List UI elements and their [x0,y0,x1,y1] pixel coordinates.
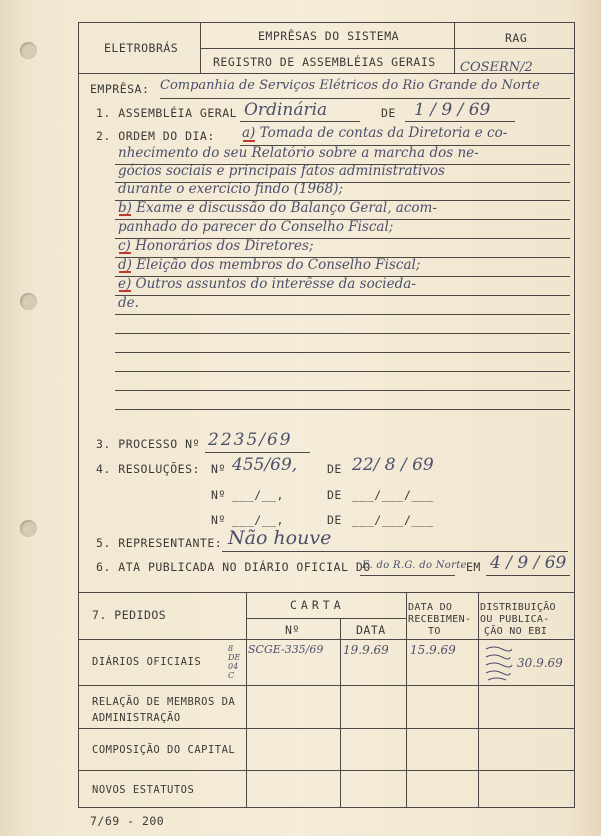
row-label: NOVOS ESTATUTOS [92,784,195,796]
representante-label: 5. REPRESENTANTE: [96,536,223,550]
ordem-line: e) Outros assuntos do interêsse da socieda- [118,276,416,292]
ordem-line: b) Exame e discussão do Balanço Geral, acom- [118,200,437,216]
carta-label: CARTA [290,598,345,612]
red-mark [119,271,131,273]
assembleia-de-label: DE [381,106,396,120]
row-label: COMPOSIÇÃO DO CAPITAL [92,744,236,756]
ordem-line: c) Honorários dos Diretores; [118,238,314,254]
ordem-line: gócios sociais e principais fatos administrativos [118,163,445,179]
carta-data-label: DATA [356,623,386,637]
row-carta-no: SCGE-335/69 [248,643,324,656]
ata-em-label: EM [466,560,481,574]
red-mark [119,290,131,292]
ordem-line: de. [118,295,139,311]
row-distribuicao: 30.9.69 [517,656,563,670]
header-title-bottom: REGISTRO DE ASSEMBLÉIAS GERAIS [213,55,436,69]
resolucao-de-label: DE [327,513,342,527]
ata-diario-value: E. do R.G. do Norte [362,560,467,571]
rag-label: RAG [505,31,528,45]
distribution-scribble [484,645,514,687]
assembleia-date: 1 / 9 / 69 [414,100,491,120]
red-mark [119,214,131,216]
representante-value: Não houve [228,527,332,549]
header-title-top: EMPRÊSAS DO SISTEMA [258,29,400,43]
ata-label: 6. ATA PUBLICADA NO DIÁRIO OFICIAL DO [96,560,371,574]
pedidos-label: 7. PEDIDOS [92,608,167,622]
ordem-line: nhecimento do seu Relatório sobre a marcha dos ne- [118,145,479,161]
ordem-label: 2. ORDEM DO DIA: [96,129,215,143]
ordem-line: panhado do parecer do Conselho Fiscal; [118,219,394,235]
org-name: ELETROBRÁS [104,41,179,55]
distribuicao-label-line: OU PUBLICA- [480,614,550,625]
assembleia-label: 1. ASSEMBLÉIA GERAL [96,106,238,120]
ata-date: 4 / 9 / 69 [490,553,567,573]
resolucao-number-blank: ___/__, [232,488,284,502]
punch-hole [20,42,37,59]
red-mark [243,140,255,142]
processo-value: 2235/69 [208,430,293,450]
row-label: DIÁRIOS OFICIAIS [92,656,202,668]
empresa-label: EMPRÊSA: [90,82,150,96]
resolucao-de-label: DE [327,462,342,476]
assembleia-type: Ordinária [244,100,328,120]
resolucao-number-blank: ___/__, [232,513,284,527]
distribuicao-label-line: DISTRIBUIÇÃO [480,602,556,613]
resolucao-date-blank: ___/___/___ [352,513,434,527]
punch-hole [20,520,37,537]
empresa-value: Companhia de Serviços Elétricos do Rio Grande do Norte [160,78,540,93]
recebimento-label-line: DATA DO [408,602,453,613]
ordem-line: d) Eleição dos membros do Conselho Fiscal; [118,257,421,273]
punch-hole [20,293,37,310]
carta-no-label: Nº [285,623,300,637]
resolucao-number: 455/69, [232,455,298,475]
recebimento-label-line: TO [428,626,441,637]
resolucao-de-label: DE [327,488,342,502]
resolucao-date-blank: ___/___/___ [352,488,434,502]
ordem-line: durante o exercício findo (1968); [118,181,344,197]
processo-label: 3. PROCESSO Nº [96,437,200,451]
row-note: 8 DE 04 C [228,644,241,680]
recebimento-label-line: RECEBIMEN- [408,614,472,625]
form-code: 7/69 - 200 [90,814,165,828]
row-label: RELAÇÃO DE MEMBROS DA ADMINISTRAÇÃO [92,696,236,724]
rag-value: COSERN/2 [460,60,533,75]
red-mark [119,252,131,254]
row-carta-data: 19.9.69 [343,643,389,657]
resolucoes-label: 4. RESOLUÇÕES: [96,462,200,476]
distribuicao-label-line: ÇÃO NO EBI [484,626,548,637]
resolucao-no-label: Nº [211,488,226,502]
ordem-line: a) Tomada de contas da Diretoria e co- [242,125,508,141]
resolucao-no-label: Nº [211,462,226,476]
resolucao-date: 22/ 8 / 69 [352,455,434,475]
resolucao-no-label: Nº [211,513,226,527]
row-recebimento: 15.9.69 [410,643,456,657]
